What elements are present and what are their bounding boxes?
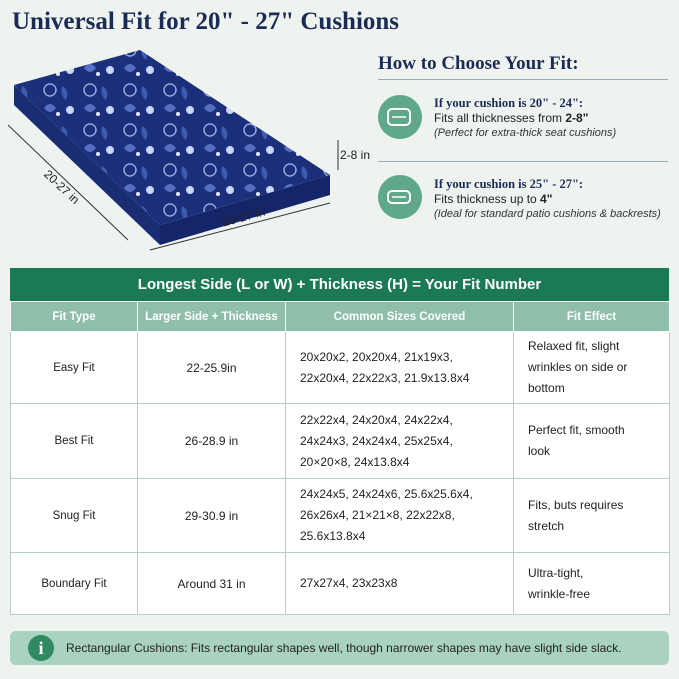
sizes-line: 25.6x13.8x4 — [300, 529, 366, 543]
sizes-line: 26x26x4, 21×21×8, 22x22x8, — [300, 508, 455, 522]
choose-title: How to Choose Your Fit: — [378, 53, 579, 74]
cell-fit-type: Boundary Fit — [11, 553, 138, 615]
cushion-graphic — [0, 40, 380, 265]
cell-range: 26-28.9 in — [138, 404, 286, 479]
option-1-heading: If your cushion is 20" - 24": — [434, 96, 584, 110]
cell-sizes — [286, 404, 514, 479]
effect-line: wrinkle-free — [528, 586, 591, 601]
option-2-heading: If your cushion is 25" - 27": — [434, 177, 584, 191]
cushion-illustration — [0, 40, 380, 265]
cushion-thin-icon — [378, 175, 422, 219]
effect-line: look — [528, 444, 551, 458]
option-1-line-bold: 2-8" — [565, 111, 589, 125]
sizes-line: 24x24x3, 24x24x4, 25x25x4, — [300, 433, 453, 448]
cell-fit-type: Best Fit — [11, 404, 138, 479]
effect-line: stretch — [528, 518, 565, 533]
sizes-line: 20×20×8, 24x13.8x4 — [300, 454, 410, 469]
option-1 — [434, 96, 616, 141]
table-row — [11, 332, 670, 404]
cell-sizes — [286, 479, 514, 553]
sizes-line: 20x20x2, 20x20x4, 21x19x3, — [300, 349, 453, 364]
option-2-line — [434, 192, 661, 207]
effect-line: Ultra-tight, — [528, 565, 584, 580]
page-title: Universal Fit for 20" - 27" Cushions — [12, 8, 400, 35]
dim-label-height: 2-8 in — [340, 148, 371, 162]
divider — [378, 161, 668, 162]
cell-effect — [514, 553, 670, 615]
footer-text: Rectangular Cushions: Fits rectangular shapes well, though narrower shapes may have slight side slack. — [66, 641, 622, 655]
divider — [378, 79, 668, 80]
table-row — [11, 404, 670, 479]
header-common-sizes: Common Sizes Covered — [286, 302, 514, 332]
sizes-line: 24x24x5, 24x24x6, 25.6x25.6x4, — [300, 487, 473, 501]
sizes-line: 22x20x4, 22x22x3, 21.9x13.8x4 — [300, 370, 470, 385]
table-row — [11, 553, 670, 615]
dim-label-bottom: 20-27 in — [220, 204, 267, 230]
cell-range: Around 31 in — [138, 553, 286, 615]
footer-note — [10, 631, 669, 665]
effect-line: Perfect fit, smooth — [528, 423, 625, 437]
dim-label-left: 20-27 in — [41, 167, 83, 207]
cell-sizes — [286, 332, 514, 404]
option-2-line-bold: 4" — [540, 192, 553, 206]
cell-sizes — [286, 553, 514, 615]
option-2 — [434, 177, 661, 222]
header-fit-type: Fit Type — [11, 302, 138, 332]
effect-line: Fits, buts requires — [528, 497, 624, 512]
cell-effect — [514, 479, 670, 553]
cushion-thick-icon — [378, 95, 422, 139]
effect-line: Relaxed fit, slight — [528, 339, 620, 353]
option-1-line — [434, 111, 616, 126]
header-larger-side: Larger Side + Thickness — [138, 302, 286, 332]
table-row — [11, 479, 670, 553]
option-1-line-text: Fits all thicknesses from — [434, 111, 566, 125]
table-banner: Longest Side (L or W) + Thickness (H) = Your Fit Number — [10, 268, 669, 301]
cell-fit-type: Easy Fit — [11, 332, 138, 404]
header-fit-effect: Fit Effect — [514, 302, 670, 332]
cell-range: 22-25.9in — [138, 332, 286, 404]
effect-line: wrinkles on side or — [528, 360, 628, 374]
fit-table — [10, 268, 669, 615]
fit-grid — [10, 301, 670, 615]
sizes-line: 22x22x4, 24x20x4, 24x22x4, — [300, 412, 453, 427]
sizes-line: 27x27x4, 23x23x8 — [300, 576, 398, 590]
table-header-row — [11, 302, 670, 332]
option-2-note: (Ideal for standard patio cushions & backrests) — [434, 208, 661, 220]
cell-effect — [514, 332, 670, 404]
cell-effect — [514, 404, 670, 479]
info-icon: i — [28, 635, 54, 661]
cell-range: 29-30.9 in — [138, 479, 286, 553]
effect-line: bottom — [528, 381, 565, 395]
option-2-line-text: Fits thickness up to — [434, 192, 541, 206]
cell-fit-type: Snug Fit — [11, 479, 138, 553]
option-1-note: (Perfect for extra-thick seat cushions) — [434, 127, 617, 139]
